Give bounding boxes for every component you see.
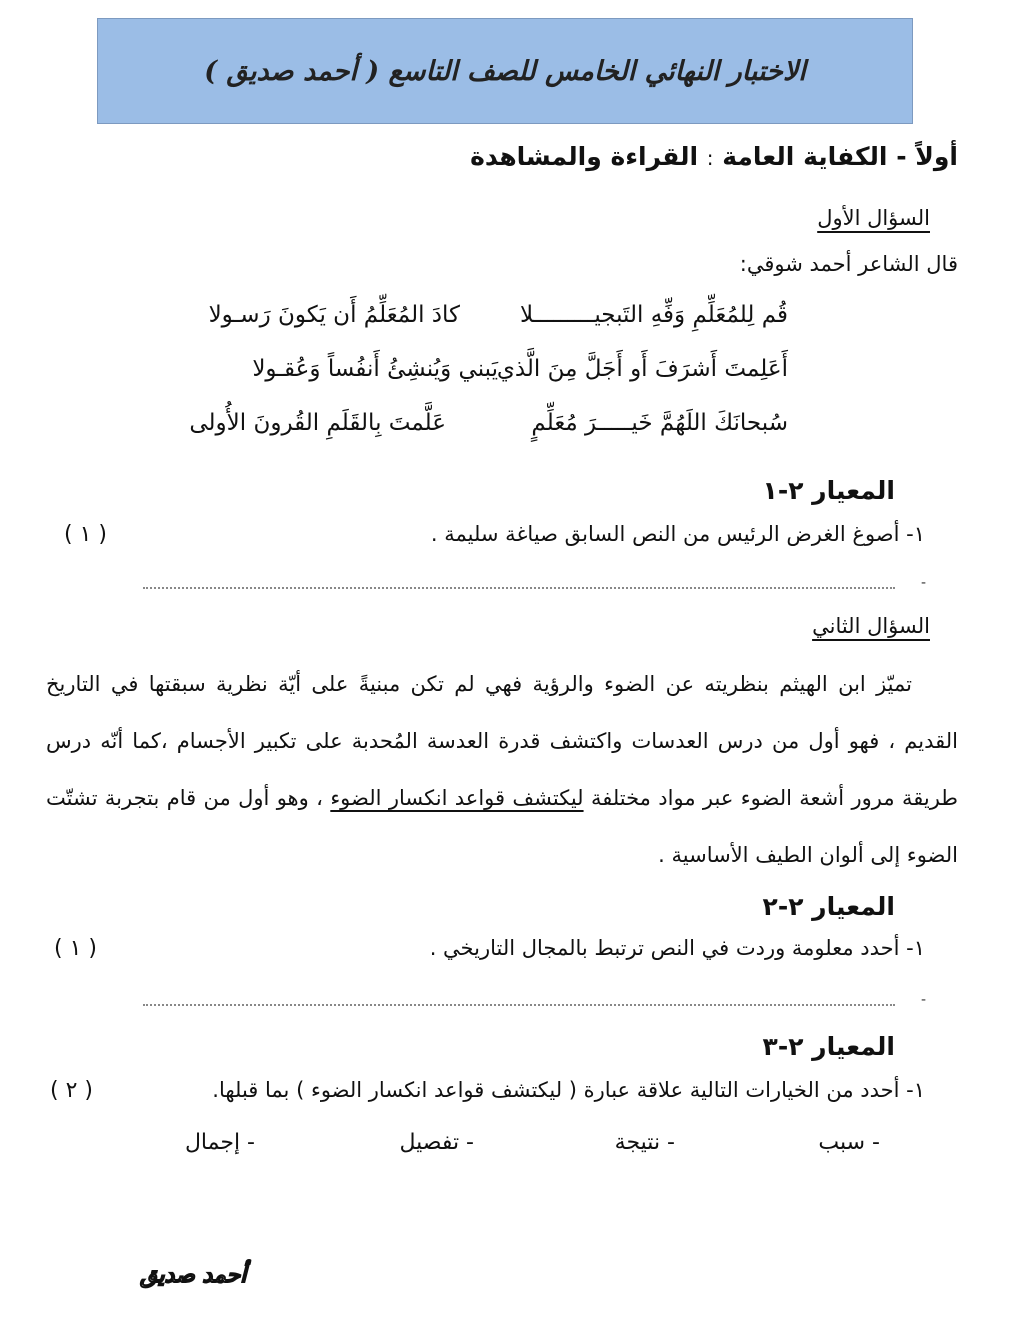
question-1-mark: ( ١ ) (64, 522, 107, 547)
verse-3-first-hemistich: سُبحانَكَ اللَهُمَّ خَيـــــرَ مُعَلِّمٍ (531, 410, 788, 436)
question-2-paragraph (46, 656, 958, 884)
question-1-heading: السؤال الأول (817, 206, 930, 230)
verse-2-second-hemistich: يَبني وَيُنشِئُ أَنفُساً وَعُقـولا (252, 356, 498, 382)
answer-line[interactable] (143, 587, 895, 589)
section-heading (470, 142, 958, 171)
question-2-mark-b: ( ٢ ) (50, 1078, 93, 1103)
question-1-intro: قال الشاعر أحمد شوقي: (739, 252, 958, 276)
section-separator: : (706, 146, 714, 170)
verse-1-second-hemistich: كادَ المُعَلِّمُ أَن يَكونَ رَسـولا (208, 302, 460, 328)
section-part: أولاً - الكفاية العامة (722, 142, 958, 171)
answer-line-marker: - (921, 575, 927, 591)
question-2-item-a: ١- أحدد معلومة وردت في النص ترتبط بالمجال التاريخي . (429, 936, 925, 960)
choice-detail[interactable]: - تفصيل (399, 1130, 474, 1155)
author-signature: أحمد صديق (140, 1262, 247, 1288)
choice-cause[interactable]: - سبب (818, 1130, 880, 1155)
section-skill: القراءة والمشاهدة (470, 142, 699, 171)
question-2-item-b: ١- أحدد من الخيارات التالية علاقة عبارة ( ليكتشف قواعد انكسار الضوء ) بما قبلها. (212, 1078, 925, 1102)
verse-3-second-hemistich: عَلَّمتَ بِالقَلَمِ القُرونَ الأُولى (189, 410, 446, 436)
choice-result[interactable]: - نتيجة (614, 1130, 675, 1155)
verse-2-first-hemistich: أَعَلِمتَ أَشرَفَ أَو أَجَلَّ مِنَ الَّذي (496, 356, 788, 382)
answer-line-marker: - (921, 992, 927, 1008)
paragraph-end: ، وهو أول من قام بتجربة تشتّت الضوء إلى ألوان الطيف الأساسية . (46, 786, 958, 867)
paragraph-start: تميّز ابن الهيثم بنظريته عن الضوء والرؤية فهي لم تكن مبنيةً على أيّة نظرية سبقتها في التاريخ القديم ، فهو أول من درس العدسات واكتشف قدرة العدسة المُحدبة على تكبير الأجسام ،كما أنّه درس طريقة مرور أشعة الضوء عبر مواد مختلفة (46, 672, 958, 810)
standard-2-3: المعيار ٢-٣ (762, 1032, 895, 1061)
page-title: الاختبار النهائي الخامس للصف التاسع ( أحمد صديق ) (204, 55, 806, 87)
standard-2-1: المعيار ٢-١ (762, 476, 895, 505)
verse-1-first-hemistich: قُم لِلمُعَلِّمِ وَفِّهِ التَبجيـــــــــلا (519, 302, 788, 328)
standard-2-2: المعيار ٢-٢ (762, 892, 895, 921)
question-2-mark-a: ( ١ ) (54, 936, 97, 961)
paragraph-underlined-phrase: ليكتشف قواعد انكسار الضوء (330, 786, 584, 810)
answer-line[interactable] (143, 1004, 895, 1006)
choice-summary[interactable]: - إجمال (184, 1130, 255, 1155)
question-1-item: ١- أصوغ الغرض الرئيس من النص السابق صياغة سليمة . (430, 522, 925, 546)
title-banner (97, 18, 913, 124)
question-2-heading: السؤال الثاني (812, 614, 930, 638)
